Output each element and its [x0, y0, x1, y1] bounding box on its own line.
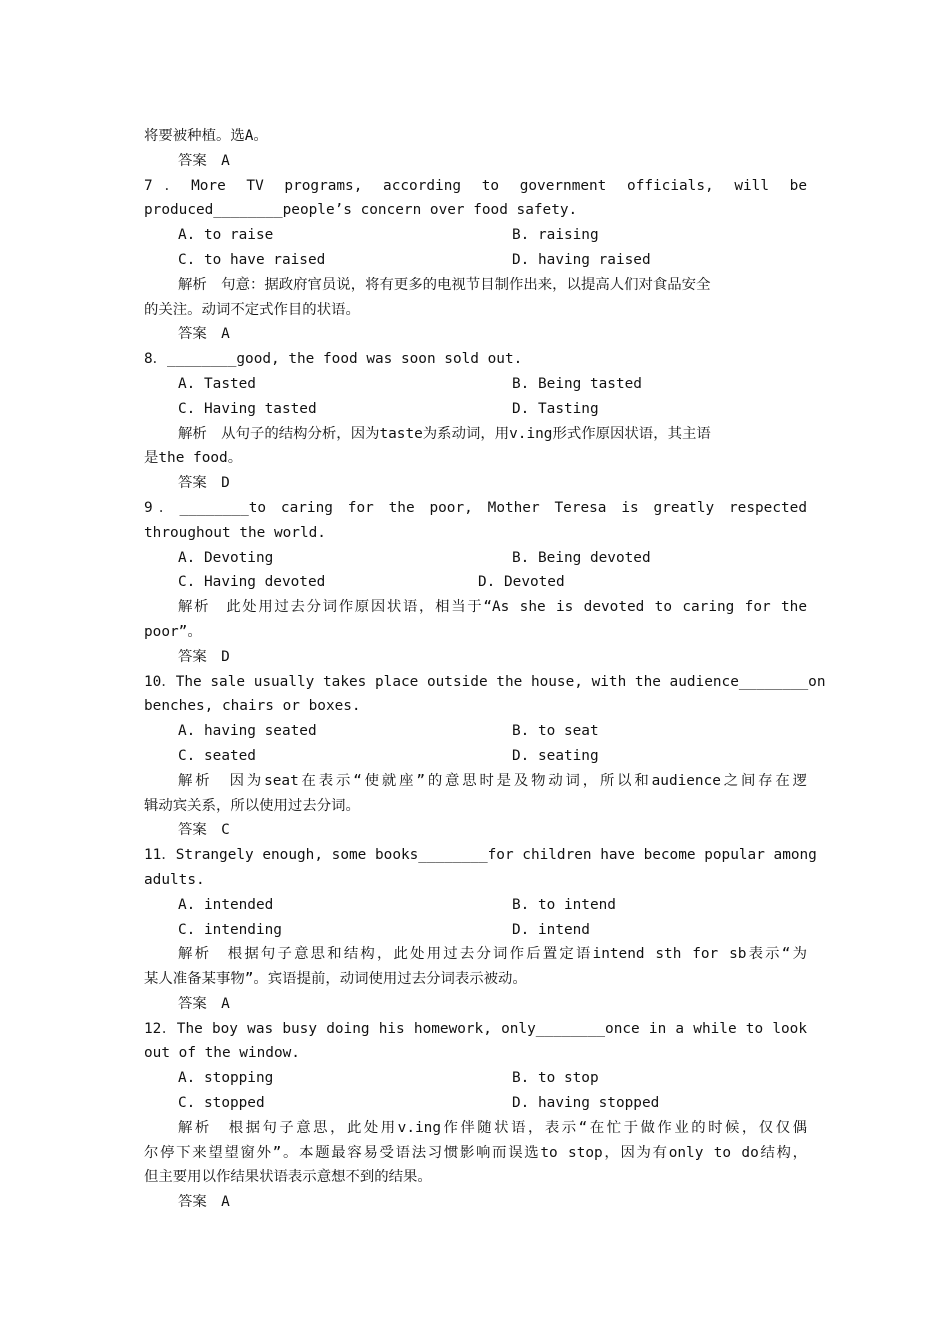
q10-option-a: A. having seated [178, 723, 317, 740]
q12-options-row2 [144, 1091, 807, 1116]
q10-analysis-line2: 辑动宾关系，所以使用过去分词。 [144, 797, 360, 814]
q8-analysis-line1: 解析 从句子的结构分析，因为taste为系动词，用v.ing形式作原因状语，其主语 [178, 425, 711, 442]
q11-options-row2 [144, 918, 807, 943]
intro-answer: 答案 A [178, 152, 230, 169]
q8-analysis-line2: 是the food。 [144, 450, 243, 467]
q11-option-b: B. to intend [512, 896, 616, 913]
q9-options-row2 [144, 570, 807, 595]
q12-option-d: D. having stopped [512, 1095, 660, 1112]
q7-options-row2 [144, 248, 807, 273]
q9-analysis-line2: poor”。 [144, 623, 202, 640]
q8-option-b: B. Being tasted [512, 375, 642, 392]
q9-option-c: C. Having devoted [178, 574, 326, 591]
q9-stem-line2: throughout the world. [144, 524, 326, 541]
q10-options-row2 [144, 744, 807, 769]
q11-option-a: A. intended [178, 896, 274, 913]
q10-stem-line1: 10．The sale usually takes place outside the house, with the audience________on [144, 673, 826, 690]
document-body [144, 124, 826, 1215]
q9-option-d: D. Devoted [478, 574, 565, 591]
q10-option-d: D. seating [512, 747, 599, 764]
q12-option-b: B. to stop [512, 1070, 599, 1087]
q10-answer: 答案 C [178, 822, 230, 839]
q12-analysis-line3: 但主要用以作结果状语表示意想不到的结果。 [144, 1169, 432, 1186]
q7-analysis-line1: 解析 句意：据政府官员说，将有更多的电视节目制作出来，以提高人们对食品安全 [178, 276, 711, 293]
q7-option-b: B. raising [512, 227, 599, 244]
q7-options-row1 [144, 223, 807, 248]
q7-answer: 答案 A [178, 326, 230, 343]
q12-analysis-line1: 解析 根据句子意思，此处用v.ing作伴随状语，表示“在忙于做作业的时候，仅仅偶 [178, 1119, 807, 1136]
q11-answer: 答案 A [178, 995, 230, 1012]
q9-option-b: B. Being devoted [512, 549, 651, 566]
q8-answer: 答案 D [178, 475, 230, 492]
q8-stem-line1: 8．________good, the food was soon sold out. [144, 351, 523, 368]
q7-stem-line2: produced________people’s concern over food safety. [144, 202, 578, 219]
q10-stem-line2: benches, chairs or boxes. [144, 698, 361, 715]
q8-option-c: C. Having tasted [178, 400, 317, 417]
q11-stem-line2: adults. [144, 871, 205, 888]
q10-option-b: B. to seat [512, 723, 599, 740]
q7-option-d: D. having raised [512, 251, 651, 268]
q12-options-row1 [144, 1066, 807, 1091]
q7-analysis-line2: 的关注。动词不定式作目的状语。 [144, 301, 360, 318]
q11-analysis-line1: 解析 根据句子意思和结构，此处用过去分词作后置定语intend sth for sb表示“为 [178, 946, 807, 963]
q11-option-c: C. intending [178, 921, 282, 938]
q8-option-a: A. Tasted [178, 375, 256, 392]
q10-options-row1 [144, 719, 807, 744]
q11-stem-line1: 11．Strangely enough, some books________for children have become popular among [144, 847, 817, 864]
q12-option-c: C. stopped [178, 1095, 265, 1112]
q11-option-d: D. intend [512, 921, 590, 938]
q9-answer: 答案 D [178, 648, 230, 665]
q9-options-row1 [144, 546, 807, 571]
q8-options-row1 [144, 372, 807, 397]
q10-option-c: C. seated [178, 747, 256, 764]
q7-option-a: A. to raise [178, 227, 274, 244]
q8-option-d: D. Tasting [512, 400, 599, 417]
q7-option-c: C. to have raised [178, 251, 326, 268]
q12-stem-line2: out of the window. [144, 1045, 300, 1062]
q12-analysis-line2: 尔停下来望望窗外”。本题最容易受语法习惯影响而误选to stop，因为有only to do结构， [144, 1144, 807, 1161]
q11-analysis-line2: 某人准备某事物”。宾语提前，动词使用过去分词表示被动。 [144, 971, 527, 988]
q10-analysis-line1: 解析 因为seat在表示“使就座”的意思时是及物动词，所以和audience之间存在逻 [178, 772, 807, 789]
q9-analysis-line1: 解析 此处用过去分词作原因状语，相当于“As she is devoted to caring for the [178, 599, 807, 616]
q8-options-row2 [144, 397, 807, 422]
intro-tail: 将要被种植。选A。 [144, 128, 268, 144]
q12-option-a: A. stopping [178, 1070, 274, 1087]
q12-stem-line1: 12．The boy was busy doing his homework, only________once in a while to look [144, 1020, 807, 1037]
q11-options-row1 [144, 893, 807, 918]
q9-stem-line1: 9．________to caring for the poor, Mother Teresa is greatly respected [144, 499, 807, 516]
q12-answer: 答案 A [178, 1194, 230, 1211]
q9-option-a: A. Devoting [178, 549, 274, 566]
q7-stem-line1: 7．More TV programs, according to government officials, will be [144, 177, 807, 194]
